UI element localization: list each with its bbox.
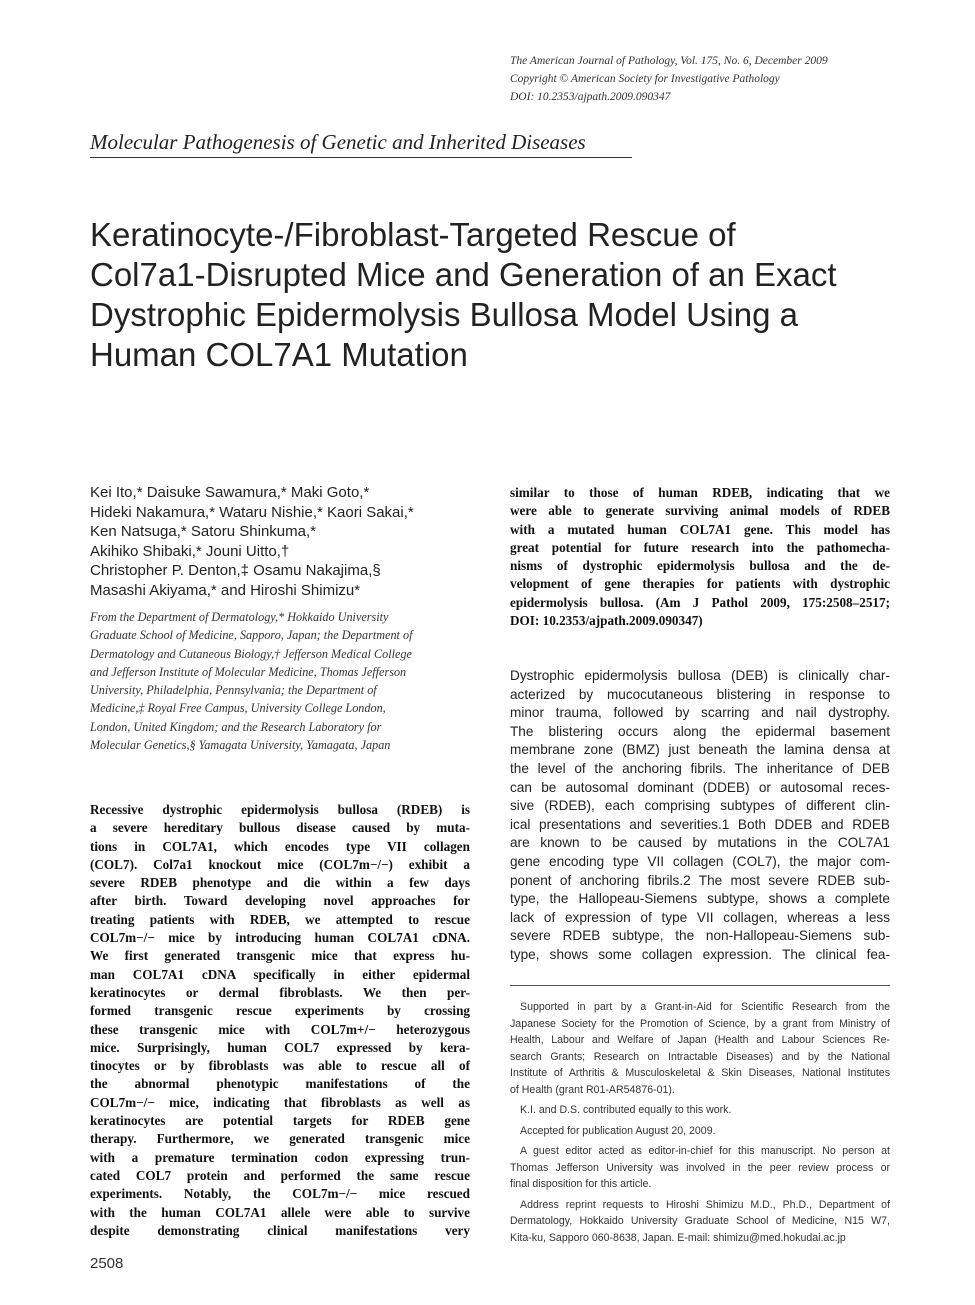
abstract-line: Recessive dystrophic epidermolysis bullosa (RDEB) is <box>90 802 470 817</box>
abstract-line: cated COL7 protein and performed the same rescue <box>90 1167 470 1183</box>
page-number: 2508 <box>90 1255 124 1272</box>
abstract-line: with a premature termination codon expressing trun- <box>90 1149 470 1165</box>
body-line: lack of expression of type VII collagen, whereas a less <box>510 909 890 925</box>
footnote-line: Kita-ku, Sapporo 060-8638, Japan. E-mail: shimizu@med.hokudai.ac.jp <box>510 1231 846 1244</box>
affiliations <box>90 608 475 754</box>
body-line: severe RDEB subtype, the non-Hallopeau-Siemens sub- <box>510 928 890 944</box>
abstract-line: formed transgenic rescue experiments by crossing <box>90 1003 470 1019</box>
title-line: Human COL7A1 Mutation <box>90 336 468 373</box>
footnote-line: search Grants; Research on Intractable Diseases) and by the National <box>510 1050 890 1063</box>
footnote-line: Dermatology, Hokkaido University Graduate School of Medicine, N15 W7, <box>510 1215 890 1227</box>
journal-citation: The American Journal of Pathology, Vol. 175, No. 6, December 2009 <box>510 55 828 67</box>
footnote-line: Health, Labour and Welfare of Japan (Health and Labour Sciences Re- <box>510 1034 890 1046</box>
body-line: membrane zone (BMZ) just beneath the lamina densa at <box>510 742 890 758</box>
footnote-line: Institute of Arthritis & Musculoskeletal & Skin Diseases, National Institutes <box>510 1067 890 1079</box>
affiliation-line: From the Department of Dermatology,* Hokkaido University <box>90 610 389 624</box>
body-line: are known to be caused by mutations in the COL7A1 <box>510 835 890 851</box>
abstract-line: therapy. Furthermore, we generated transgenic mice <box>90 1131 470 1147</box>
body-line: gene encoding type VII collagen (COL7), the major com- <box>510 853 890 869</box>
author-line: Hideki Nakamura,* Wataru Nishie,* Kaori Sakai,* <box>90 503 414 521</box>
footnote-line: Japanese Society for the Promotion of Science, by a grant from Ministry of <box>510 1017 890 1030</box>
abstract-line: tions in COL7A1, which encodes type VII collagen <box>90 838 470 854</box>
affiliation-line: Medicine,‡ Royal Free Campus, University College London, <box>90 701 386 716</box>
abstract-line: despite demonstrating clinical manifestations very <box>90 1222 470 1238</box>
footnote-line: Accepted for publication August 20, 2009. <box>520 1124 716 1137</box>
footnote-line: Address reprint requests to Hiroshi Shimizu M.D., Ph.D., Department of <box>520 1198 890 1211</box>
body-line: the level of the anchoring fibrils. The inheritance of DEB <box>510 760 890 776</box>
abstract-line: COL7m−/− mice by introducing human COL7A1 cDNA. <box>90 930 470 946</box>
title-line: Keratinocyte-/Fibroblast-Targeted Rescue of <box>90 216 736 253</box>
body-line: ical presentations and severities.1 Both DDEB and RDEB <box>510 816 890 832</box>
author-line: Ken Natsuga,* Satoru Shinkuma,* <box>90 523 316 540</box>
affiliation-line: University, Philadelphia, Pennsylvania; the Department of <box>90 683 377 698</box>
abstract-line: keratinocytes or dermal fibroblasts. We then per- <box>90 984 470 1000</box>
body-line: type, shows some collagen expression. The clinical fea- <box>510 946 890 962</box>
affiliation-line: and Jefferson Institute of Molecular Medicine, Thomas Jefferson <box>90 664 407 679</box>
abstract-line: the abnormal phenotypic manifestations of the <box>90 1076 470 1092</box>
abstract-line: mice. Surprisingly, human COL7 expressed by kera- <box>90 1039 470 1055</box>
title-line: Col7a1-Disrupted Mice and Generation of an Exact <box>90 256 837 293</box>
abstract-line: severe RDEB phenotype and die within a few days <box>90 875 470 891</box>
affiliation-line: Graduate School of Medicine, Sapporo, Japan; the Department of <box>90 628 413 643</box>
abstract-left <box>90 801 470 1240</box>
abstract-line: were able to generate surviving animal models of RDEB <box>510 503 890 519</box>
abstract-line: epidermolysis bullosa. (Am J Pathol 2009, 175:2508–2517; <box>510 594 890 610</box>
body-line: minor trauma, followed by scarring and nail dystrophy. <box>510 705 890 721</box>
author-list <box>90 483 480 600</box>
abstract-line: DOI: 10.2353/ajpath.2009.090347) <box>510 613 703 629</box>
title-line: Dystrophic Epidermolysis Bullosa Model Using a <box>90 296 798 333</box>
abstract-line: similar to those of human RDEB, indicating that we <box>510 485 890 500</box>
journal-copyright: Copyright © American Society for Investigative Pathology <box>510 73 780 85</box>
abstract-line: velopment of gene therapies for patients with dystrophic <box>510 576 890 592</box>
abstract-line: (COL7). Col7a1 knockout mice (COL7m−/−) exhibit a <box>90 856 470 872</box>
section-heading: Molecular Pathogenesis of Genetic and Inherited Diseases <box>90 130 632 158</box>
footnote-line: of Health (grant R01-AR54876-01). <box>510 1083 675 1096</box>
abstract-line: man COL7A1 cDNA specifically in either epidermal <box>90 966 470 982</box>
abstract-line: with the human COL7A1 allele were able to survive <box>90 1204 470 1220</box>
body-line: acterized by mucocutaneous blistering in response to <box>510 686 890 702</box>
body-line: Dystrophic epidermolysis bullosa (DEB) is clinically char- <box>510 668 890 683</box>
abstract-line: We first generated transgenic mice that express hu- <box>90 948 470 964</box>
body-line: can be autosomal dominant (DDEB) or autosomal reces- <box>510 779 890 795</box>
body-line: sive (RDEB), each comprising subtypes of different clin- <box>510 798 890 814</box>
footnote-divider <box>510 985 890 986</box>
footnotes <box>510 995 890 1250</box>
abstract-line: after birth. Toward developing novel approaches for <box>90 893 470 909</box>
abstract-line: nisms of dystrophic epidermolysis bullosa and the de- <box>510 558 890 574</box>
journal-meta <box>510 52 910 106</box>
body-line: The blistering occurs along the epidermal basement <box>510 723 890 739</box>
body-line: ponent of anchoring fibrils.2 The most severe RDEB sub- <box>510 872 890 888</box>
affiliation-line: Molecular Genetics,§ Yamagata University, Yamagata, Japan <box>90 738 391 753</box>
abstract-line: treating patients with RDEB, we attempted to rescue <box>90 911 470 927</box>
footnote-line: Thomas Jefferson University was involved in the peer review process or <box>510 1161 890 1174</box>
footnote-line: K.I. and D.S. contributed equally to this work. <box>520 1104 732 1116</box>
footnote-line: Supported in part by a Grant-in-Aid for Scientific Research from the <box>520 1001 890 1013</box>
abstract-line: experiments. Notably, the COL7m−/− mice rescued <box>90 1186 470 1202</box>
affiliation-line: London, United Kingdom; and the Research Laboratory for <box>90 719 382 734</box>
affiliation-line: Dermatology and Cutaneous Biology,† Jefferson Medical College <box>90 646 412 661</box>
article-title <box>90 215 890 375</box>
author-line: Christopher P. Denton,‡ Osamu Nakajima,§ <box>90 562 381 579</box>
author-line: Akihiko Shibaki,* Jouni Uitto,† <box>90 542 290 560</box>
footnote-line: A guest editor acted as editor-in-chief for this manuscript. No person at <box>520 1145 890 1157</box>
body-line: type, the Hallopeau-Siemens subtype, shows a complete <box>510 891 890 907</box>
author-line: Masashi Akiyama,* and Hiroshi Shimizu* <box>90 581 361 599</box>
abstract-line: a severe hereditary bullous disease caused by muta- <box>90 820 470 836</box>
abstract-right <box>510 484 890 630</box>
author-line: Kei Ito,* Daisuke Sawamura,* Maki Goto,* <box>90 484 370 501</box>
abstract-line: with a mutated human COL7A1 gene. This model has <box>510 521 890 537</box>
abstract-line: these transgenic mice with COL7m+/− heterozygous <box>90 1021 470 1037</box>
introduction-text <box>510 667 890 965</box>
abstract-line: great potential for future research into the pathomecha- <box>510 539 890 555</box>
abstract-line: COL7m−/− mice, indicating that fibroblasts as well as <box>90 1094 470 1110</box>
abstract-line: tinocytes or by fibroblasts was able to rescue all of <box>90 1058 470 1074</box>
journal-doi: DOI: 10.2353/ajpath.2009.090347 <box>510 91 671 103</box>
abstract-line: keratinocytes are potential targets for RDEB gene <box>90 1113 470 1129</box>
footnote-line: final disposition for this article. <box>510 1178 652 1190</box>
